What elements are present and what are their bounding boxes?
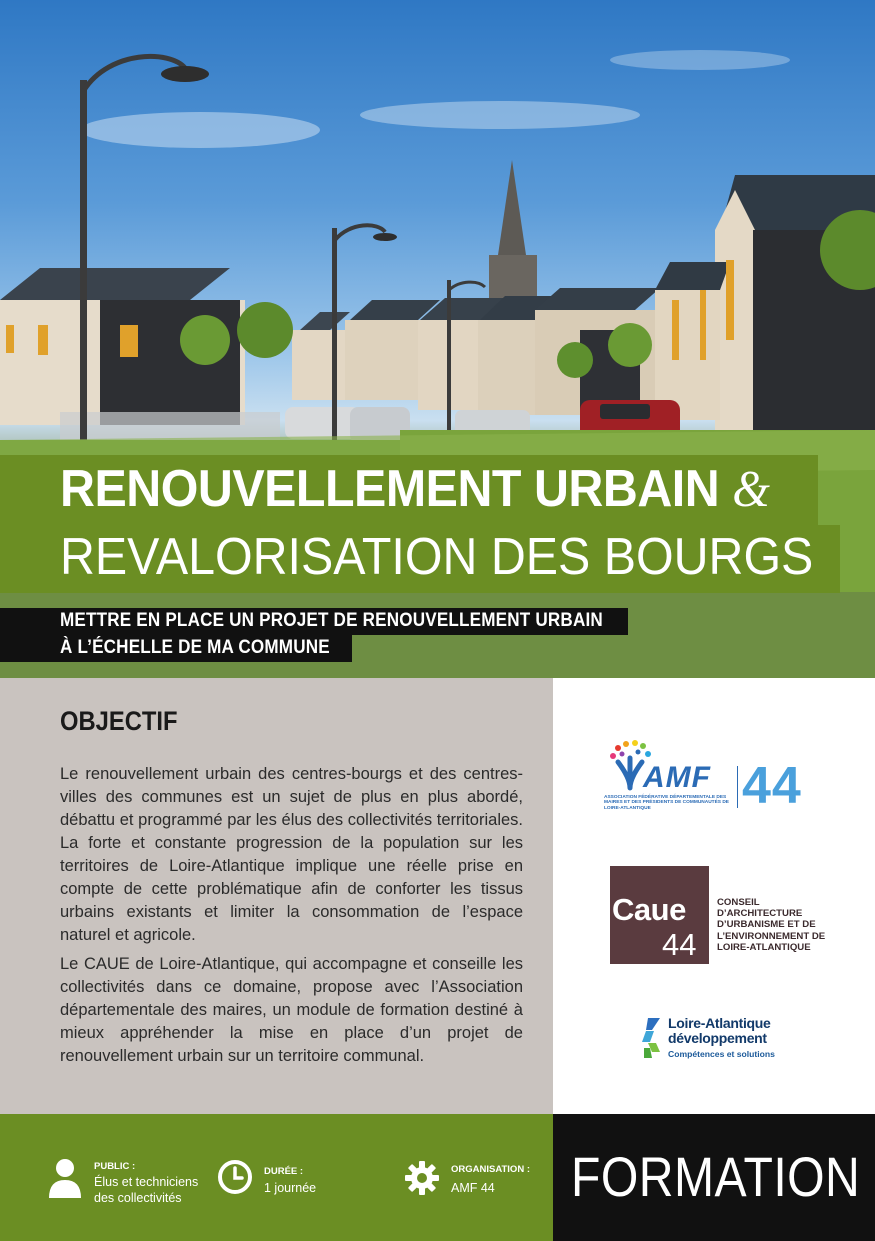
page-title-line-1 — [60, 459, 769, 519]
lad-logo-tagline: Compétences et solutions — [668, 1049, 775, 1059]
amf-logo-subtitle: ASSOCIATION FÉDÉRATIVE DÉPARTEMENTALE DES MAIRES ET DES PRÉSIDENTS DE COMMUNAUTÉS DE LOIRE-ATLANTIQUE — [604, 795, 729, 811]
objective-body — [60, 763, 523, 1074]
subtitle-line-2: À L’ÉCHELLE DE MA COMMUNE — [60, 637, 330, 658]
lad-logo-name-line-2: développement — [668, 1030, 767, 1046]
title-text: RENOUVELLEMENT URBAIN — [60, 460, 720, 518]
public-value-line-1: Élus et techniciens — [94, 1175, 199, 1189]
organisation-label: ORGANISATION : — [451, 1164, 530, 1175]
caue-logo-word: Caue — [612, 892, 686, 927]
lad-logo-name-line-1: Loire-Atlantique — [668, 1015, 771, 1031]
objective-paragraph: Le CAUE de Loire-Atlantique, qui accompagne et conseille les collectivités dans ce domaine, propose avec l’Association départementale des maires, un module de formation destiné à mieux appréhender la mise en place d’un projet de renouvellement urbain sur un territoire communal. — [60, 955, 523, 1065]
formation-badge: FORMATION — [571, 1145, 861, 1208]
page-title-line-2: REVALORISATION DES BOURGS — [60, 528, 814, 586]
amf-logo-word: AMF — [643, 761, 711, 794]
objective-heading: OBJECTIF — [60, 706, 178, 736]
lad-logo-name — [668, 1016, 771, 1046]
public-value — [94, 1174, 198, 1206]
public-value-line-2: des collectivités — [94, 1191, 182, 1205]
clock-icon — [217, 1159, 253, 1195]
lad-logo-icon — [642, 1018, 666, 1058]
duration-value: 1 journée — [264, 1181, 317, 1195]
gear-icon — [404, 1160, 440, 1196]
person-icon — [47, 1158, 83, 1198]
objective-paragraph: Le renouvellement urbain des centres-bourgs et des centres-villes des communes est un sujet de plus en plus abordé, débattu et programmé par les élus des collectivités territoriales. La forte et constante progression de la population sur les territoires de Loire-Atlantique implique une réelle prise en compte de cette problématique afin de conforter les tissus urbains existants et limiter la consommation de l’espace naturel et agricole. — [60, 765, 523, 944]
title-ampersand: & — [732, 461, 770, 518]
duration-label: DURÉE : — [264, 1166, 304, 1177]
amf-logo-number: 44 — [742, 757, 802, 815]
subtitle-line-1: METTRE EN PLACE UN PROJET DE RENOUVELLEMENT URBAIN — [60, 610, 603, 631]
organisation-value: AMF 44 — [451, 1181, 495, 1195]
public-label: PUBLIC : — [94, 1161, 136, 1172]
caue-logo-description: CONSEIL D’ARCHITECTURE D’URBANISME ET DE L’ENVIRONNEMENT DE LOIRE-ATLANTIQUE — [717, 897, 826, 953]
caue-logo-number: 44 — [662, 927, 697, 962]
